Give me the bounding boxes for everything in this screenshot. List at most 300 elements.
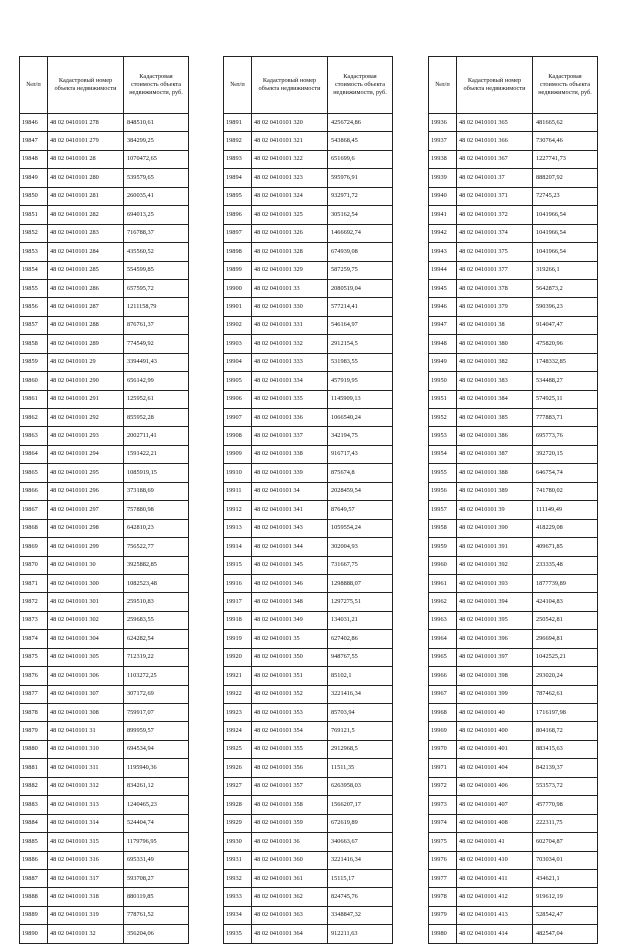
row-number-cell: 19917	[224, 593, 252, 611]
cadastral-number-cell: 48 02 0410101 284	[48, 243, 124, 261]
row-number-cell: 19971	[429, 759, 457, 777]
cadastral-cost-cell: 134031,21	[328, 611, 393, 629]
table-row	[20, 243, 189, 261]
cadastral-number-cell: 48 02 0410101 302	[48, 611, 124, 629]
row-number-cell: 19927	[224, 777, 252, 795]
row-number-cell: 19857	[20, 316, 48, 334]
table-row	[429, 519, 598, 537]
table-row	[20, 501, 189, 519]
row-number-cell: 19874	[20, 630, 48, 648]
cadastral-cost-cell: 418229,08	[533, 519, 598, 537]
row-number-cell: 19886	[20, 851, 48, 869]
table-row	[429, 224, 598, 242]
cadastral-cost-cell: 534488,27	[533, 372, 598, 390]
cadastral-cost-cell: 3348847,32	[328, 906, 393, 924]
row-number-cell: 19950	[429, 372, 457, 390]
cadastral-number-cell: 48 02 0410101 377	[457, 261, 533, 279]
cadastral-cost-cell: 543868,45	[328, 132, 393, 150]
cadastral-number-cell: 48 02 0410101 348	[252, 593, 328, 611]
row-number-cell: 19900	[224, 279, 252, 297]
cadastral-cost-cell: 694013,25	[124, 206, 189, 224]
header-number: №п/п	[20, 57, 48, 114]
cadastral-number-cell: 48 02 0410101 379	[457, 298, 533, 316]
cadastral-number-cell: 48 02 0410101 392	[457, 556, 533, 574]
cadastral-number-cell: 48 02 0410101 359	[252, 814, 328, 832]
row-number-cell: 19887	[20, 869, 48, 887]
cadastral-number-cell: 48 02 0410101 407	[457, 796, 533, 814]
table-row	[429, 132, 598, 150]
row-number-cell: 19905	[224, 372, 252, 390]
table-row	[224, 150, 393, 168]
table-row	[20, 298, 189, 316]
table-row	[20, 611, 189, 629]
row-number-cell: 19889	[20, 906, 48, 924]
cadastral-number-cell: 48 02 0410101 336	[252, 409, 328, 427]
cadastral-cost-cell: 85102,1	[328, 667, 393, 685]
cadastral-number-cell: 48 02 0410101 393	[457, 574, 533, 592]
cadastral-number-cell: 48 02 0410101 344	[252, 538, 328, 556]
cadastral-cost-cell: 481665,62	[533, 114, 598, 132]
table-row	[224, 538, 393, 556]
cadastral-cost-cell: 1227741,73	[533, 150, 598, 168]
cadastral-cost-cell: 657595,72	[124, 279, 189, 297]
table-row	[224, 187, 393, 205]
row-number-cell: 19902	[224, 316, 252, 334]
table-row	[20, 409, 189, 427]
row-number-cell: 19877	[20, 685, 48, 703]
row-number-cell: 19856	[20, 298, 48, 316]
table-row	[429, 316, 598, 334]
cadastral-number-cell: 48 02 0410101 400	[457, 722, 533, 740]
row-number-cell: 19876	[20, 667, 48, 685]
row-number-cell: 19947	[429, 316, 457, 334]
cadastral-cost-cell: 392720,15	[533, 445, 598, 463]
cadastral-number-cell: 48 02 0410101 30	[48, 556, 124, 574]
row-number-cell: 19885	[20, 833, 48, 851]
table-row	[429, 150, 598, 168]
cadastral-cost-cell: 1195940,36	[124, 759, 189, 777]
cadastral-number-cell: 48 02 0410101 289	[48, 335, 124, 353]
row-number-cell: 19853	[20, 243, 48, 261]
cadastral-cost-cell: 646754,74	[533, 464, 598, 482]
cadastral-number-cell: 48 02 0410101 314	[48, 814, 124, 832]
table-row	[429, 464, 598, 482]
row-number-cell: 19862	[20, 409, 48, 427]
table-row	[224, 132, 393, 150]
table-row	[429, 906, 598, 924]
cadastral-cost-cell: 595976,91	[328, 169, 393, 187]
cadastral-cost-cell: 1591422,21	[124, 445, 189, 463]
row-number-cell: 19860	[20, 372, 48, 390]
cadastral-number-cell: 48 02 0410101 320	[252, 114, 328, 132]
header-cadastral-number: Кадастровый номер объекта недвижимости	[252, 57, 328, 114]
cadastral-number-cell: 48 02 0410101 322	[252, 150, 328, 168]
cadastral-number-cell: 48 02 0410101 295	[48, 464, 124, 482]
row-number-cell: 19978	[429, 888, 457, 906]
cadastral-cost-cell: 916717,43	[328, 445, 393, 463]
table-row	[20, 169, 189, 187]
table-row	[429, 574, 598, 592]
cadastral-cost-cell: 1466692,74	[328, 224, 393, 242]
table-row	[429, 593, 598, 611]
cadastral-number-cell: 48 02 0410101 279	[48, 132, 124, 150]
cadastral-cost-cell: 1566207,17	[328, 796, 393, 814]
row-number-cell: 19937	[429, 132, 457, 150]
row-number-cell: 19878	[20, 704, 48, 722]
cadastral-number-cell: 48 02 0410101 38	[457, 316, 533, 334]
cadastral-number-cell: 48 02 0410101 39	[457, 501, 533, 519]
cadastral-cost-cell: 302004,93	[328, 538, 393, 556]
cadastral-cost-cell: 5642873,2	[533, 279, 598, 297]
cadastral-cost-cell: 716788,37	[124, 224, 189, 242]
cadastral-number-cell: 48 02 0410101 339	[252, 464, 328, 482]
table-row	[429, 667, 598, 685]
cadastral-cost-cell: 651699,6	[328, 150, 393, 168]
cadastral-cost-cell: 712319,22	[124, 648, 189, 666]
row-number-cell: 19979	[429, 906, 457, 924]
row-number-cell: 19949	[429, 353, 457, 371]
row-number-cell: 19852	[20, 224, 48, 242]
cadastral-number-cell: 48 02 0410101 361	[252, 869, 328, 887]
cadastral-cost-cell: 11511,35	[328, 759, 393, 777]
cadastral-number-cell: 48 02 0410101 325	[252, 206, 328, 224]
table-row	[20, 796, 189, 814]
cadastral-cost-cell: 759917,07	[124, 704, 189, 722]
cadastral-number-cell: 48 02 0410101 315	[48, 833, 124, 851]
cadastral-cost-cell: 656142,99	[124, 372, 189, 390]
cadastral-number-cell: 48 02 0410101 278	[48, 114, 124, 132]
cadastral-cost-cell: 554599,85	[124, 261, 189, 279]
cadastral-number-cell: 48 02 0410101 330	[252, 298, 328, 316]
cadastral-number-cell: 48 02 0410101 410	[457, 851, 533, 869]
cadastral-cost-cell: 880119,85	[124, 888, 189, 906]
row-number-cell: 19873	[20, 611, 48, 629]
cadastral-number-cell: 48 02 0410101 35	[252, 630, 328, 648]
table-row	[224, 777, 393, 795]
cadastral-cost-cell: 914047,47	[533, 316, 598, 334]
cadastral-number-cell: 48 02 0410101 287	[48, 298, 124, 316]
row-number-cell: 19975	[429, 833, 457, 851]
row-number-cell: 19933	[224, 888, 252, 906]
cadastral-number-cell: 48 02 0410101 380	[457, 335, 533, 353]
cadastral-cost-cell: 848510,61	[124, 114, 189, 132]
cadastral-number-cell: 48 02 0410101 305	[48, 648, 124, 666]
cadastral-number-cell: 48 02 0410101 328	[252, 243, 328, 261]
cadastral-number-cell: 48 02 0410101 331	[252, 316, 328, 334]
table-row	[224, 667, 393, 685]
row-number-cell: 19871	[20, 574, 48, 592]
row-number-cell: 19899	[224, 261, 252, 279]
cadastral-cost-cell: 305162,54	[328, 206, 393, 224]
cadastral-number-cell: 48 02 0410101 366	[457, 132, 533, 150]
row-number-cell: 19867	[20, 501, 48, 519]
cadastral-number-cell: 48 02 0410101 378	[457, 279, 533, 297]
table-row	[20, 187, 189, 205]
cadastral-cost-cell: 3221416,34	[328, 685, 393, 703]
cadastral-number-cell: 48 02 0410101 390	[457, 519, 533, 537]
cadastral-number-cell: 48 02 0410101 353	[252, 704, 328, 722]
cadastral-cost-cell: 1297275,51	[328, 593, 393, 611]
cadastral-number-cell: 48 02 0410101 281	[48, 187, 124, 205]
cadastral-number-cell: 48 02 0410101 36	[252, 833, 328, 851]
cadastral-cost-cell: 342194,75	[328, 427, 393, 445]
table-row	[429, 335, 598, 353]
table-row	[224, 372, 393, 390]
cadastral-number-cell: 48 02 0410101 311	[48, 759, 124, 777]
cadastral-number-cell: 48 02 0410101 29	[48, 353, 124, 371]
cadastral-number-cell: 48 02 0410101 334	[252, 372, 328, 390]
row-number-cell: 19895	[224, 187, 252, 205]
table-row	[224, 925, 393, 943]
table-row	[429, 279, 598, 297]
cadastral-number-cell: 48 02 0410101 296	[48, 482, 124, 500]
table-row	[224, 279, 393, 297]
cadastral-number-cell: 48 02 0410101 357	[252, 777, 328, 795]
row-number-cell: 19966	[429, 667, 457, 685]
cadastral-number-cell: 48 02 0410101 363	[252, 906, 328, 924]
row-number-cell: 19921	[224, 667, 252, 685]
row-number-cell: 19924	[224, 722, 252, 740]
table-row	[224, 740, 393, 758]
header-cadastral-cost: Кадастровая стоимость объекта недвижимости, руб.	[124, 57, 189, 114]
cadastral-number-cell: 48 02 0410101 391	[457, 538, 533, 556]
row-number-cell: 19890	[20, 925, 48, 943]
cadastral-number-cell: 48 02 0410101 354	[252, 722, 328, 740]
table-row	[429, 777, 598, 795]
table-row	[20, 925, 189, 943]
cadastral-cost-cell: 409671,85	[533, 538, 598, 556]
header-cadastral-cost: Кадастровая стоимость объекта недвижимости, руб.	[533, 57, 598, 114]
cadastral-number-cell: 48 02 0410101 414	[457, 925, 533, 943]
table-row	[224, 519, 393, 537]
cadastral-cost-cell: 778761,52	[124, 906, 189, 924]
table-row	[429, 814, 598, 832]
header-number: №п/п	[429, 57, 457, 114]
cadastral-number-cell: 48 02 0410101 413	[457, 906, 533, 924]
cadastral-cost-cell: 233335,48	[533, 556, 598, 574]
row-number-cell: 19922	[224, 685, 252, 703]
row-number-cell: 19932	[224, 869, 252, 887]
row-number-cell: 19859	[20, 353, 48, 371]
cadastral-cost-cell: 731667,75	[328, 556, 393, 574]
table-row	[224, 630, 393, 648]
cadastral-cost-cell: 624282,54	[124, 630, 189, 648]
cadastral-number-cell: 48 02 0410101 341	[252, 501, 328, 519]
table-row	[429, 538, 598, 556]
table-row	[224, 888, 393, 906]
row-number-cell: 19958	[429, 519, 457, 537]
table-row	[224, 169, 393, 187]
cadastral-number-cell: 48 02 0410101 316	[48, 851, 124, 869]
cadastral-cost-cell: 804168,72	[533, 722, 598, 740]
cadastral-number-cell: 48 02 0410101 41	[457, 833, 533, 851]
cadastral-cost-cell: 1716197,98	[533, 704, 598, 722]
table-row	[20, 279, 189, 297]
row-number-cell: 19854	[20, 261, 48, 279]
row-number-cell: 19956	[429, 482, 457, 500]
cadastral-cost-cell: 1103272,25	[124, 667, 189, 685]
row-number-cell: 19961	[429, 574, 457, 592]
row-number-cell: 19875	[20, 648, 48, 666]
row-number-cell: 19912	[224, 501, 252, 519]
cadastral-cost-cell: 1059554,24	[328, 519, 393, 537]
table-row	[224, 869, 393, 887]
cadastral-number-cell: 48 02 0410101 298	[48, 519, 124, 537]
row-number-cell: 19879	[20, 722, 48, 740]
cadastral-number-cell: 48 02 0410101 367	[457, 150, 533, 168]
cadastral-cost-cell: 457770,98	[533, 796, 598, 814]
cadastral-number-cell: 48 02 0410101 286	[48, 279, 124, 297]
cadastral-cost-cell: 1877739,89	[533, 574, 598, 592]
cadastral-cost-cell: 3221416,34	[328, 851, 393, 869]
cadastral-cost-cell: 756522,77	[124, 538, 189, 556]
cadastral-cost-cell: 730764,46	[533, 132, 598, 150]
table-row	[20, 556, 189, 574]
cadastral-number-cell: 48 02 0410101 37	[457, 169, 533, 187]
row-number-cell: 19940	[429, 187, 457, 205]
table-row	[429, 685, 598, 703]
cadastral-cost-cell: 1298888,07	[328, 574, 393, 592]
registry-table-1	[19, 56, 189, 944]
row-number-cell: 19870	[20, 556, 48, 574]
cadastral-cost-cell: 769121,5	[328, 722, 393, 740]
row-number-cell: 19969	[429, 722, 457, 740]
cadastral-cost-cell: 757880,98	[124, 501, 189, 519]
cadastral-number-cell: 48 02 0410101 389	[457, 482, 533, 500]
row-number-cell: 19847	[20, 132, 48, 150]
cadastral-number-cell: 48 02 0410101 297	[48, 501, 124, 519]
cadastral-number-cell: 48 02 0410101 365	[457, 114, 533, 132]
row-number-cell: 19906	[224, 390, 252, 408]
cadastral-number-cell: 48 02 0410101 292	[48, 409, 124, 427]
cadastral-cost-cell: 1082523,48	[124, 574, 189, 592]
row-number-cell: 19897	[224, 224, 252, 242]
cadastral-number-cell: 48 02 0410101 372	[457, 206, 533, 224]
table-row	[429, 722, 598, 740]
table-row	[224, 722, 393, 740]
row-number-cell: 19915	[224, 556, 252, 574]
cadastral-cost-cell: 222311,75	[533, 814, 598, 832]
row-number-cell: 19943	[429, 243, 457, 261]
cadastral-number-cell: 48 02 0410101 300	[48, 574, 124, 592]
cadastral-cost-cell: 824745,76	[328, 888, 393, 906]
table-row	[224, 851, 393, 869]
cadastral-cost-cell: 787462,61	[533, 685, 598, 703]
row-number-cell: 19888	[20, 888, 48, 906]
cadastral-number-cell: 48 02 0410101 350	[252, 648, 328, 666]
cadastral-number-cell: 48 02 0410101 375	[457, 243, 533, 261]
cadastral-cost-cell: 695773,76	[533, 427, 598, 445]
table-row	[224, 261, 393, 279]
cadastral-cost-cell: 888207,92	[533, 169, 598, 187]
table-row	[20, 224, 189, 242]
cadastral-number-cell: 48 02 0410101 360	[252, 851, 328, 869]
cadastral-number-cell: 48 02 0410101 399	[457, 685, 533, 703]
cadastral-cost-cell: 6263958,03	[328, 777, 393, 795]
row-number-cell: 19908	[224, 427, 252, 445]
table-row	[429, 409, 598, 427]
row-number-cell: 19980	[429, 925, 457, 943]
row-number-cell: 19869	[20, 538, 48, 556]
cadastral-cost-cell: 2002711,41	[124, 427, 189, 445]
row-number-cell: 19883	[20, 796, 48, 814]
table-row	[429, 888, 598, 906]
table-row	[224, 114, 393, 132]
cadastral-cost-cell: 319266,1	[533, 261, 598, 279]
cadastral-number-cell: 48 02 0410101 313	[48, 796, 124, 814]
cadastral-cost-cell: 435560,52	[124, 243, 189, 261]
cadastral-cost-cell: 539579,65	[124, 169, 189, 187]
cadastral-number-cell: 48 02 0410101 338	[252, 445, 328, 463]
row-number-cell: 19891	[224, 114, 252, 132]
table-row	[429, 390, 598, 408]
table-row	[20, 150, 189, 168]
row-number-cell: 19918	[224, 611, 252, 629]
cadastral-number-cell: 48 02 0410101 304	[48, 630, 124, 648]
table-row	[224, 390, 393, 408]
cadastral-number-cell: 48 02 0410101 283	[48, 224, 124, 242]
cadastral-number-cell: 48 02 0410101 355	[252, 740, 328, 758]
table-row	[429, 114, 598, 132]
table-row	[20, 704, 189, 722]
row-number-cell: 19913	[224, 519, 252, 537]
cadastral-number-cell: 48 02 0410101 291	[48, 390, 124, 408]
cadastral-cost-cell: 457919,95	[328, 372, 393, 390]
cadastral-cost-cell: 574925,11	[533, 390, 598, 408]
row-number-cell: 19963	[429, 611, 457, 629]
cadastral-cost-cell: 482547,04	[533, 925, 598, 943]
cadastral-cost-cell: 356204,06	[124, 925, 189, 943]
row-number-cell: 19934	[224, 906, 252, 924]
row-number-cell: 19954	[429, 445, 457, 463]
cadastral-number-cell: 48 02 0410101 411	[457, 869, 533, 887]
row-number-cell: 19914	[224, 538, 252, 556]
table-row	[224, 427, 393, 445]
table-row	[20, 353, 189, 371]
cadastral-number-cell: 48 02 0410101 323	[252, 169, 328, 187]
cadastral-number-cell: 48 02 0410101 318	[48, 888, 124, 906]
cadastral-number-cell: 48 02 0410101 324	[252, 187, 328, 205]
row-number-cell: 19911	[224, 482, 252, 500]
row-number-cell: 19893	[224, 150, 252, 168]
row-number-cell: 19951	[429, 390, 457, 408]
table-row	[20, 759, 189, 777]
cadastral-cost-cell: 553573,72	[533, 777, 598, 795]
cadastral-cost-cell: 260035,41	[124, 187, 189, 205]
cadastral-number-cell: 48 02 0410101 383	[457, 372, 533, 390]
cadastral-number-cell: 48 02 0410101 290	[48, 372, 124, 390]
cadastral-number-cell: 48 02 0410101 299	[48, 538, 124, 556]
table-row	[429, 630, 598, 648]
cadastral-cost-cell: 3394491,43	[124, 353, 189, 371]
table-row	[20, 335, 189, 353]
row-number-cell: 19872	[20, 593, 48, 611]
row-number-cell: 19850	[20, 187, 48, 205]
row-number-cell: 19928	[224, 796, 252, 814]
table-row	[20, 372, 189, 390]
cadastral-number-cell: 48 02 0410101 345	[252, 556, 328, 574]
table-row	[224, 593, 393, 611]
cadastral-cost-cell: 72745,23	[533, 187, 598, 205]
cadastral-cost-cell: 627402,86	[328, 630, 393, 648]
row-number-cell: 19965	[429, 648, 457, 666]
cadastral-number-cell: 48 02 0410101 326	[252, 224, 328, 242]
table-row	[429, 869, 598, 887]
row-number-cell: 19935	[224, 925, 252, 943]
cadastral-cost-cell: 899959,57	[124, 722, 189, 740]
row-number-cell: 19960	[429, 556, 457, 574]
cadastral-cost-cell: 1041966,54	[533, 224, 598, 242]
